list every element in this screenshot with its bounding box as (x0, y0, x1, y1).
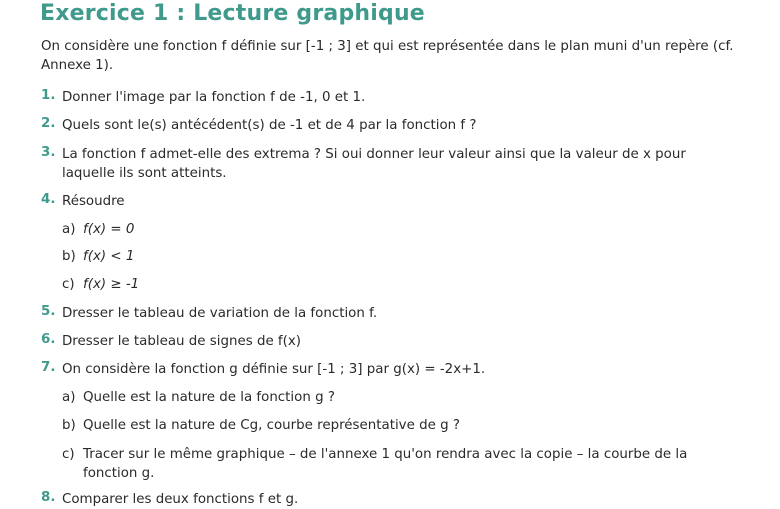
question-2-text: Quels sont le(s) antécédent(s) de -1 et de 4 par la fonction f ? (62, 118, 477, 133)
exercise-title: Exercice 1 : Lecture graphique (40, 1, 425, 26)
question-7c-label: c) (62, 447, 75, 462)
question-4c-label: c) (62, 277, 75, 292)
question-4b-label: b) (62, 249, 76, 264)
intro-paragraph: On considère une fonction f définie sur [-1 ; 3] et qui est représentée dans le plan muni d'un repère (cf. Annexe 1). (41, 39, 734, 73)
question-3-number: 3. (41, 145, 56, 160)
question-1-number: 1. (41, 88, 56, 103)
question-4c-formula: f(x) ≥ -1 (83, 277, 140, 292)
question-4b-text (83, 247, 743, 266)
question-6-text: Dresser le tableau de signes de f(x) (62, 334, 302, 349)
question-4b-formula: f(x) < 1 (83, 249, 135, 264)
question-6-number: 6. (41, 332, 56, 347)
question-2-number: 2. (41, 116, 56, 131)
question-4a-label: a) (62, 222, 76, 237)
question-3-text: La fonction f admet-elle des extrema ? Si oui donner leur valeur ainsi que la valeur de x pour laquelle ils sont atteints. (62, 147, 686, 181)
question-1-text: Donner l'image par la fonction f de -1, 0 et 1. (62, 90, 366, 105)
question-8-number: 8. (41, 490, 56, 505)
question-7a-text: Quelle est la nature de la fonction g ? (83, 390, 335, 405)
question-4-text: Résoudre (62, 194, 125, 209)
question-4a-text (83, 220, 743, 239)
question-7-text: On considère la fonction g définie sur [-1 ; 3] par g(x) = -2x+1. (62, 362, 486, 377)
question-7b-label: b) (62, 418, 76, 433)
question-5-text: Dresser le tableau de variation de la fonction f. (62, 306, 378, 321)
question-7c-text: Tracer sur le même graphique – de l'annexe 1 qu'on rendra avec la copie – la courbe de la fonction g. (83, 447, 688, 481)
question-5-number: 5. (41, 304, 56, 319)
question-8-text: Comparer les deux fonctions f et g. (62, 492, 299, 507)
question-7-number: 7. (41, 360, 56, 375)
question-7b-text: Quelle est la nature de Cg, courbe représentative de g ? (83, 418, 460, 433)
question-4c-text (83, 275, 743, 294)
question-7a-label: a) (62, 390, 76, 405)
question-4a-formula: f(x) = 0 (83, 222, 135, 237)
question-4-number: 4. (41, 192, 56, 207)
